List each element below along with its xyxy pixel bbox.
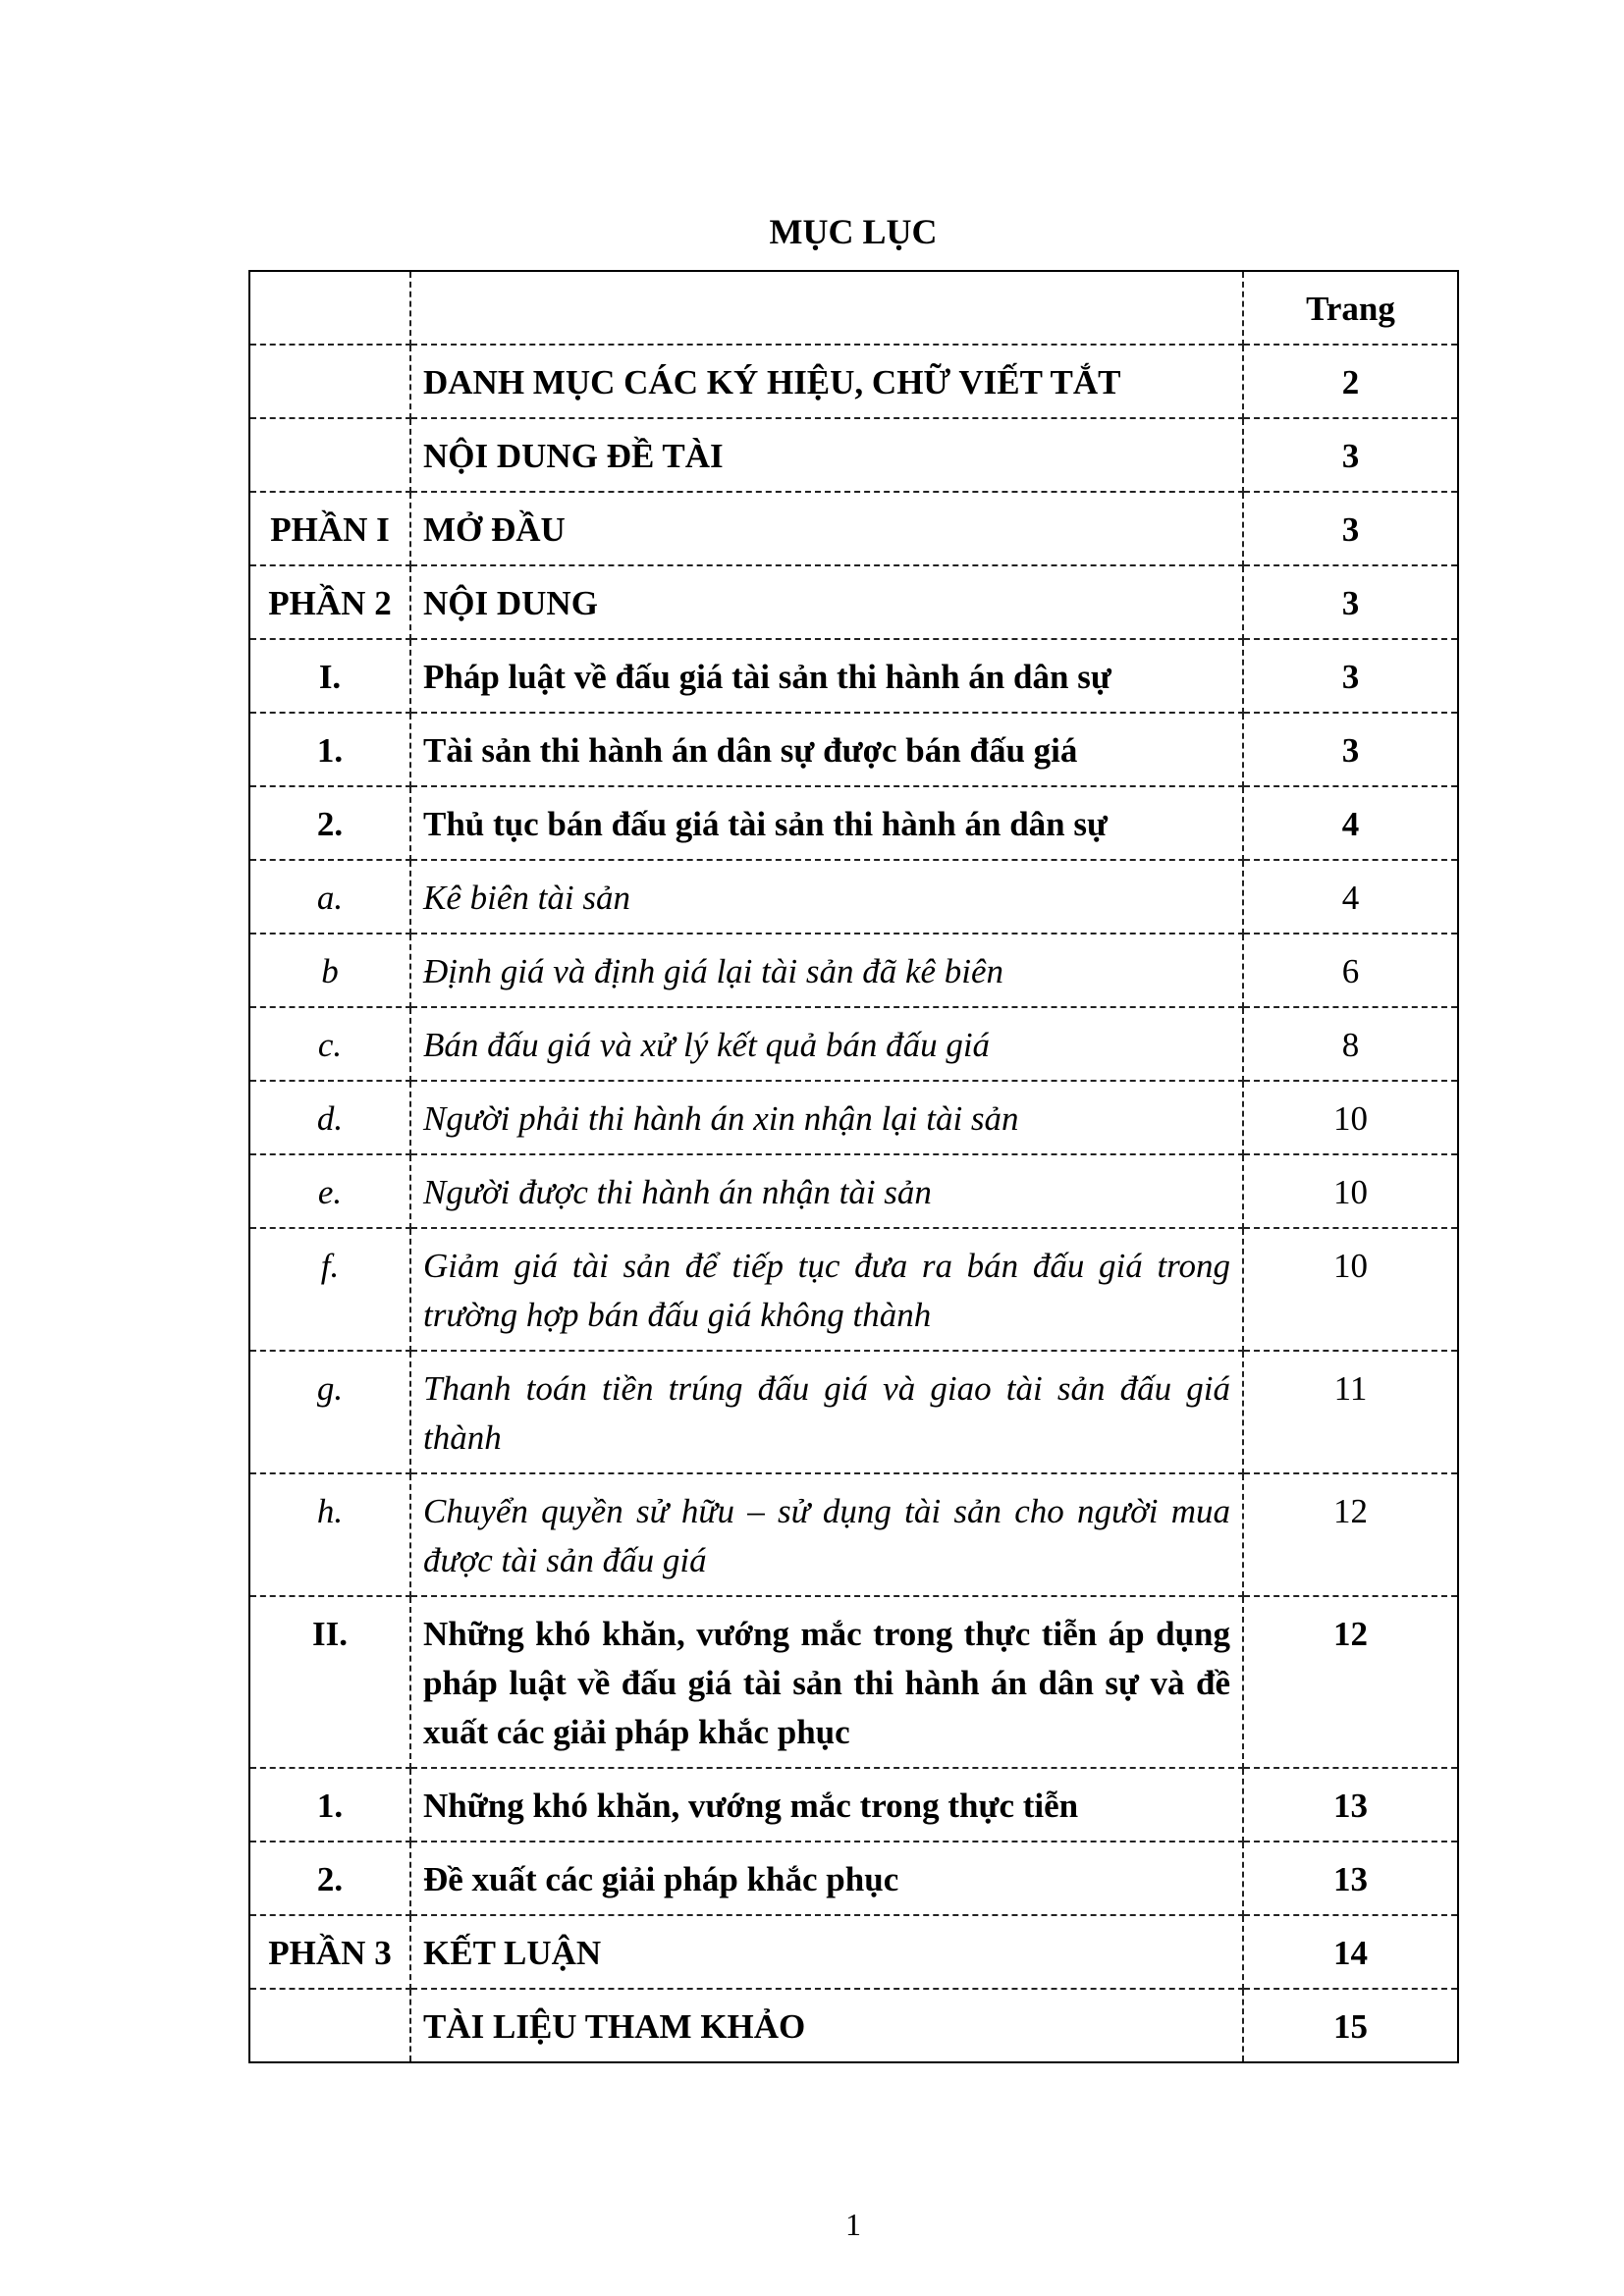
toc-header-row <box>249 271 1458 345</box>
toc-row-page: 12 <box>1243 1473 1458 1596</box>
toc-row <box>249 1007 1458 1081</box>
toc-row <box>249 345 1458 418</box>
toc-row <box>249 1768 1458 1842</box>
toc-row-page: 4 <box>1243 860 1458 934</box>
toc-row-title: Định giá và định giá lại tài sản đã kê biên <box>410 934 1243 1007</box>
toc-row-number: h. <box>249 1473 410 1596</box>
toc-row-page: 10 <box>1243 1228 1458 1351</box>
toc-row <box>249 1915 1458 1989</box>
toc-row <box>249 639 1458 713</box>
header-page-cell: Trang <box>1243 271 1458 345</box>
toc-row-number: 1. <box>249 1768 410 1842</box>
toc-row-page: 13 <box>1243 1768 1458 1842</box>
toc-row <box>249 565 1458 639</box>
header-title-cell <box>410 271 1243 345</box>
toc-row-number: e. <box>249 1154 410 1228</box>
toc-row-page: 4 <box>1243 786 1458 860</box>
toc-row-number: 2. <box>249 786 410 860</box>
toc-row <box>249 934 1458 1007</box>
toc-row-number: II. <box>249 1596 410 1768</box>
toc-row <box>249 1228 1458 1351</box>
toc-row-title: Đề xuất các giải pháp khắc phục <box>410 1842 1243 1915</box>
toc-row <box>249 1842 1458 1915</box>
toc-row-title: Người được thi hành án nhận tài sản <box>410 1154 1243 1228</box>
toc-row-title: MỞ ĐẦU <box>410 492 1243 565</box>
toc-row-number: PHẦN 2 <box>249 565 410 639</box>
toc-row-title: Tài sản thi hành án dân sự được bán đấu giá <box>410 713 1243 786</box>
toc-row-number: PHẦN I <box>249 492 410 565</box>
toc-row-page: 2 <box>1243 345 1458 418</box>
toc-row-page: 12 <box>1243 1596 1458 1768</box>
toc-row <box>249 860 1458 934</box>
toc-row-page: 3 <box>1243 418 1458 492</box>
toc-row-number <box>249 1989 410 2062</box>
toc-row-page: 10 <box>1243 1081 1458 1154</box>
table-of-contents <box>248 270 1459 2063</box>
toc-row-page: 14 <box>1243 1915 1458 1989</box>
toc-row-title: Kê biên tài sản <box>410 860 1243 934</box>
toc-row <box>249 418 1458 492</box>
toc-row-title: NỘI DUNG <box>410 565 1243 639</box>
toc-row-page: 13 <box>1243 1842 1458 1915</box>
toc-row-page: 11 <box>1243 1351 1458 1473</box>
toc-row <box>249 786 1458 860</box>
toc-row <box>249 1596 1458 1768</box>
toc-row-title: Những khó khăn, vướng mắc trong thực tiễn áp dụng pháp luật về đấu giá tài sản thi hành án dân sự và đề xuất các giải pháp khắc phục <box>410 1596 1243 1768</box>
toc-row <box>249 1989 1458 2062</box>
toc-row-page: 3 <box>1243 565 1458 639</box>
toc-row-title: Bán đấu giá và xử lý kết quả bán đấu giá <box>410 1007 1243 1081</box>
toc-row <box>249 1473 1458 1596</box>
toc-row <box>249 1351 1458 1473</box>
page-number: 1 <box>845 2207 861 2242</box>
toc-row-page: 6 <box>1243 934 1458 1007</box>
toc-row <box>249 1154 1458 1228</box>
toc-row-number: 2. <box>249 1842 410 1915</box>
toc-row <box>249 1081 1458 1154</box>
toc-row-page: 3 <box>1243 639 1458 713</box>
toc-row-title: Thanh toán tiền trúng đấu giá và giao tài sản đấu giá thành <box>410 1351 1243 1473</box>
toc-row-title: Giảm giá tài sản để tiếp tục đưa ra bán đấu giá trong trường hợp bán đấu giá không thành <box>410 1228 1243 1351</box>
toc-row-title: Thủ tục bán đấu giá tài sản thi hành án dân sự <box>410 786 1243 860</box>
header-number-cell <box>249 271 410 345</box>
toc-row-number: a. <box>249 860 410 934</box>
toc-row-title: TÀI LIỆU THAM KHẢO <box>410 1989 1243 2062</box>
toc-row-number: b <box>249 934 410 1007</box>
toc-row-page: 10 <box>1243 1154 1458 1228</box>
toc-row-title: Chuyển quyền sử hữu – sử dụng tài sản cho người mua được tài sản đấu giá <box>410 1473 1243 1596</box>
toc-row-number <box>249 345 410 418</box>
toc-row-title: Người phải thi hành án xin nhận lại tài sản <box>410 1081 1243 1154</box>
toc-row-page: 8 <box>1243 1007 1458 1081</box>
toc-row-number: g. <box>249 1351 410 1473</box>
toc-row-title: DANH MỤC CÁC KÝ HIỆU, CHỮ VIẾT TẮT <box>410 345 1243 418</box>
toc-row-page: 15 <box>1243 1989 1458 2062</box>
toc-row-number: f. <box>249 1228 410 1351</box>
toc-row <box>249 713 1458 786</box>
toc-row-number <box>249 418 410 492</box>
toc-row-title: Những khó khăn, vướng mắc trong thực tiễn <box>410 1768 1243 1842</box>
toc-row-number: c. <box>249 1007 410 1081</box>
toc-row-page: 3 <box>1243 713 1458 786</box>
toc-row <box>249 492 1458 565</box>
toc-row-page: 3 <box>1243 492 1458 565</box>
toc-row-title: NỘI DUNG ĐỀ TÀI <box>410 418 1243 492</box>
toc-row-number: I. <box>249 639 410 713</box>
page-title: MỤC LỤC <box>769 212 938 251</box>
toc-row-number: PHẦN 3 <box>249 1915 410 1989</box>
toc-row-number: 1. <box>249 713 410 786</box>
toc-row-title: Pháp luật về đấu giá tài sản thi hành án dân sự <box>410 639 1243 713</box>
toc-row-title: KẾT LUẬN <box>410 1915 1243 1989</box>
toc-row-number: d. <box>249 1081 410 1154</box>
